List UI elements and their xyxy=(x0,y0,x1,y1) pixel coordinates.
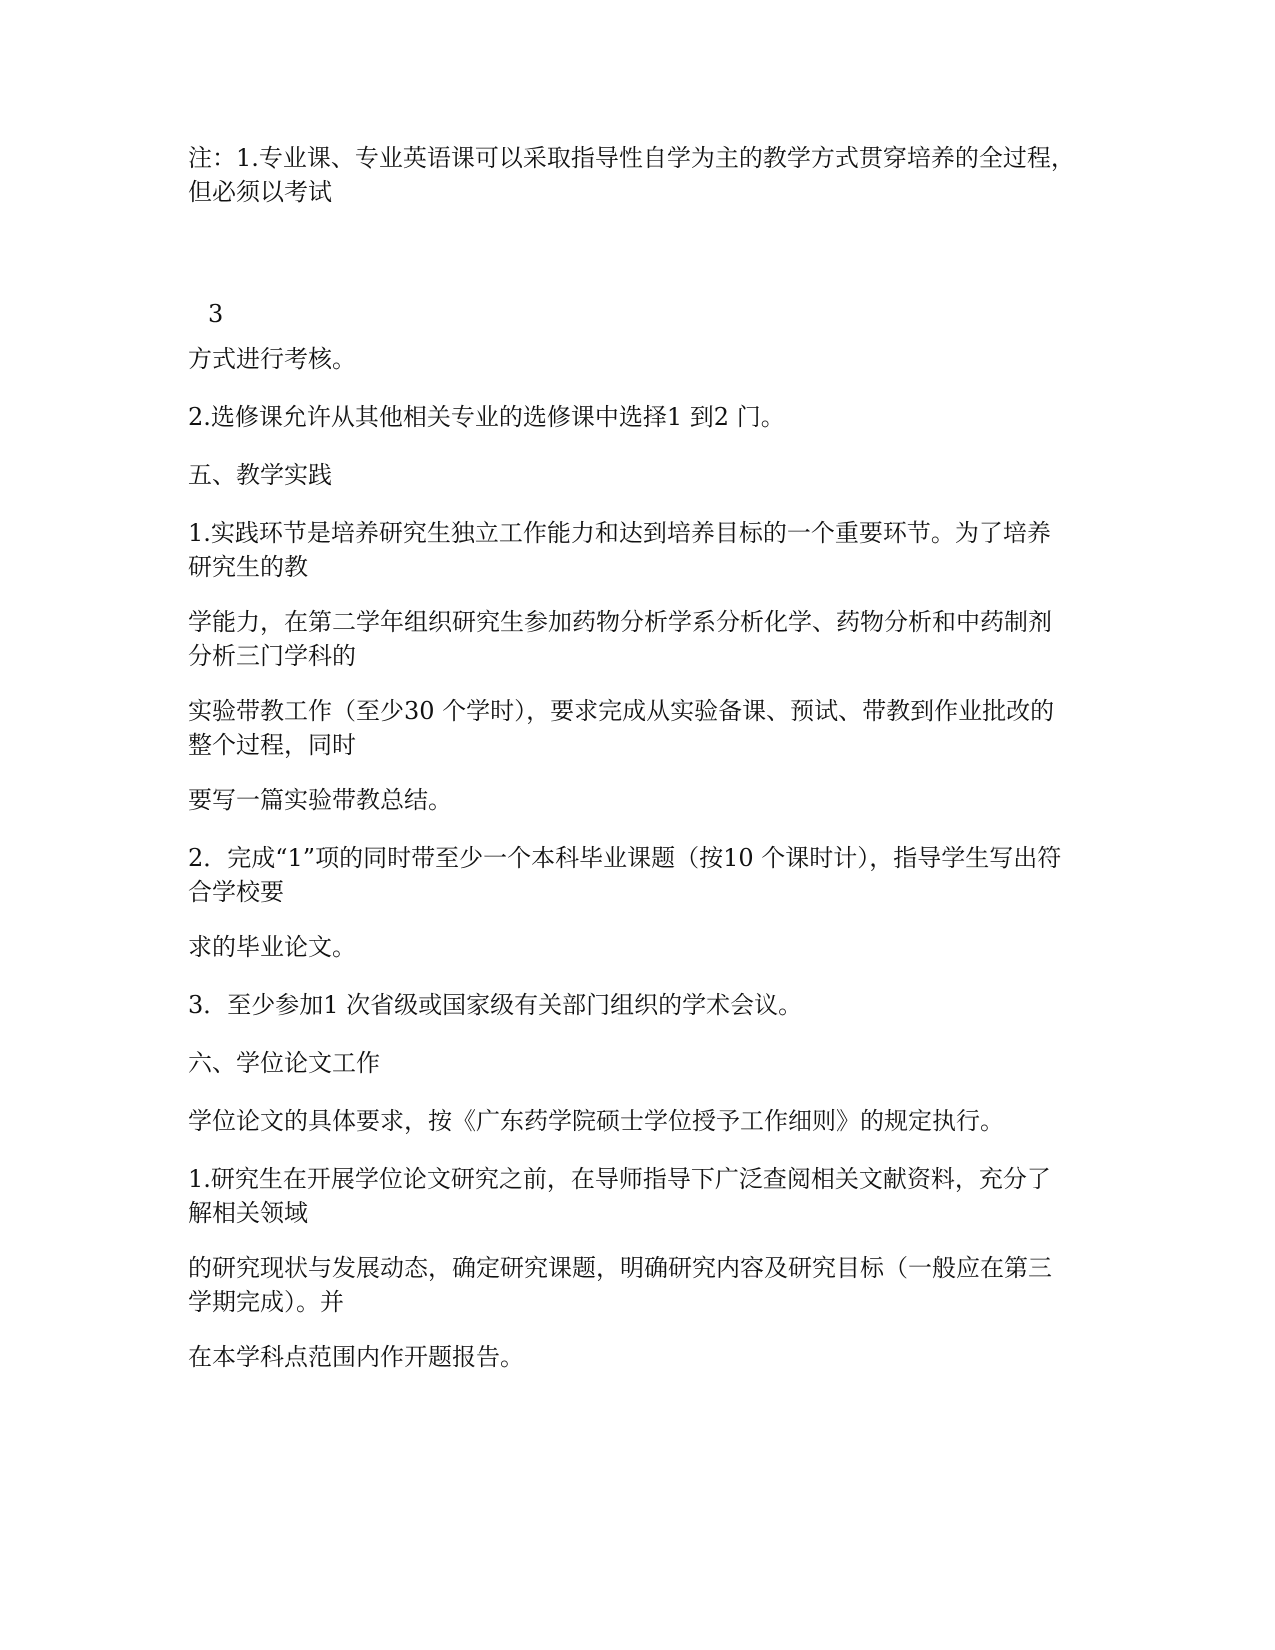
note-line-2: 但必须以考试 xyxy=(188,178,332,206)
paragraph-practice-4 xyxy=(188,783,1088,817)
paragraph-practice-7 xyxy=(188,988,1088,1022)
paragraph-practice-6-text: 求的毕业论文。 xyxy=(188,933,356,961)
paragraph-thesis-intro-text: 学位论文的具体要求，按《广东药学院硕士学位授予工作细则》的规定执行。 xyxy=(188,1107,1004,1135)
paragraph-elective-text: 2.选修课允许从其他相关专业的选修课中选择1 到2 门。 xyxy=(188,403,785,431)
section-heading-six xyxy=(188,1046,1088,1080)
paragraph-thesis-intro xyxy=(188,1104,1088,1138)
paragraph-thesis-1 xyxy=(188,1162,1088,1230)
paragraph-practice-5-line-1: 2．完成“1”项的同时带至少一个本科毕业课题（按10 个课时计），指导学生写出符 xyxy=(188,844,1062,872)
paragraph-practice-6 xyxy=(188,930,1088,964)
note-line-1: 注：1.专业课、专业英语课可以采取指导性自学为主的教学方式贯穿培养的全过程， xyxy=(188,144,1075,172)
paragraph-method-text: 方式进行考核。 xyxy=(188,345,356,373)
paragraph-thesis-1-line-2: 解相关领域 xyxy=(188,1199,308,1227)
paragraph-thesis-3 xyxy=(188,1340,1088,1374)
paragraph-thesis-3-text: 在本学科点范围内作开题报告。 xyxy=(188,1343,524,1371)
note-paragraph xyxy=(188,141,1088,209)
paragraph-method xyxy=(188,342,1088,376)
paragraph-practice-4-text: 要写一篇实验带教总结。 xyxy=(188,786,452,814)
paragraph-thesis-2-line-2: 学期完成）。并 xyxy=(188,1288,344,1316)
paragraph-practice-3-line-1: 实验带教工作（至少30 个学时），要求完成从实验备课、预试、带教到作业批改的 xyxy=(188,697,1055,725)
paragraph-thesis-1-line-1: 1.研究生在开展学位论文研究之前，在导师指导下广泛查阅相关文献资料，充分了 xyxy=(188,1165,1051,1193)
section-heading-five-text: 五、教学实践 xyxy=(188,461,332,489)
paragraph-practice-7-text: 3．至少参加1 次省级或国家级有关部门组织的学术会议。 xyxy=(188,991,803,1019)
paragraph-practice-1-line-2: 研究生的教 xyxy=(188,553,308,581)
paragraph-practice-1-line-1: 1.实践环节是培养研究生独立工作能力和达到培养目标的一个重要环节。为了培养 xyxy=(188,519,1051,547)
paragraph-practice-5 xyxy=(188,841,1088,909)
paragraph-practice-3-line-2: 整个过程，同时 xyxy=(188,731,356,759)
section-heading-five xyxy=(188,458,1088,492)
paragraph-elective xyxy=(188,400,1088,434)
paragraph-practice-5-line-2: 合学校要 xyxy=(188,878,284,906)
paragraph-practice-3 xyxy=(188,694,1088,762)
paragraph-practice-1 xyxy=(188,516,1088,584)
page-number: 3 xyxy=(208,300,224,328)
section-heading-six-text: 六、学位论文工作 xyxy=(188,1049,380,1077)
paragraph-practice-2-line-2: 分析三门学科的 xyxy=(188,642,356,670)
paragraph-thesis-2-line-1: 的研究现状与发展动态，确定研究课题，明确研究内容及研究目标（一般应在第三 xyxy=(188,1254,1052,1282)
paragraph-practice-2 xyxy=(188,605,1088,673)
paragraph-practice-2-line-1: 学能力，在第二学年组织研究生参加药物分析学系分析化学、药物分析和中药制剂 xyxy=(188,608,1052,636)
paragraph-thesis-2 xyxy=(188,1251,1088,1319)
